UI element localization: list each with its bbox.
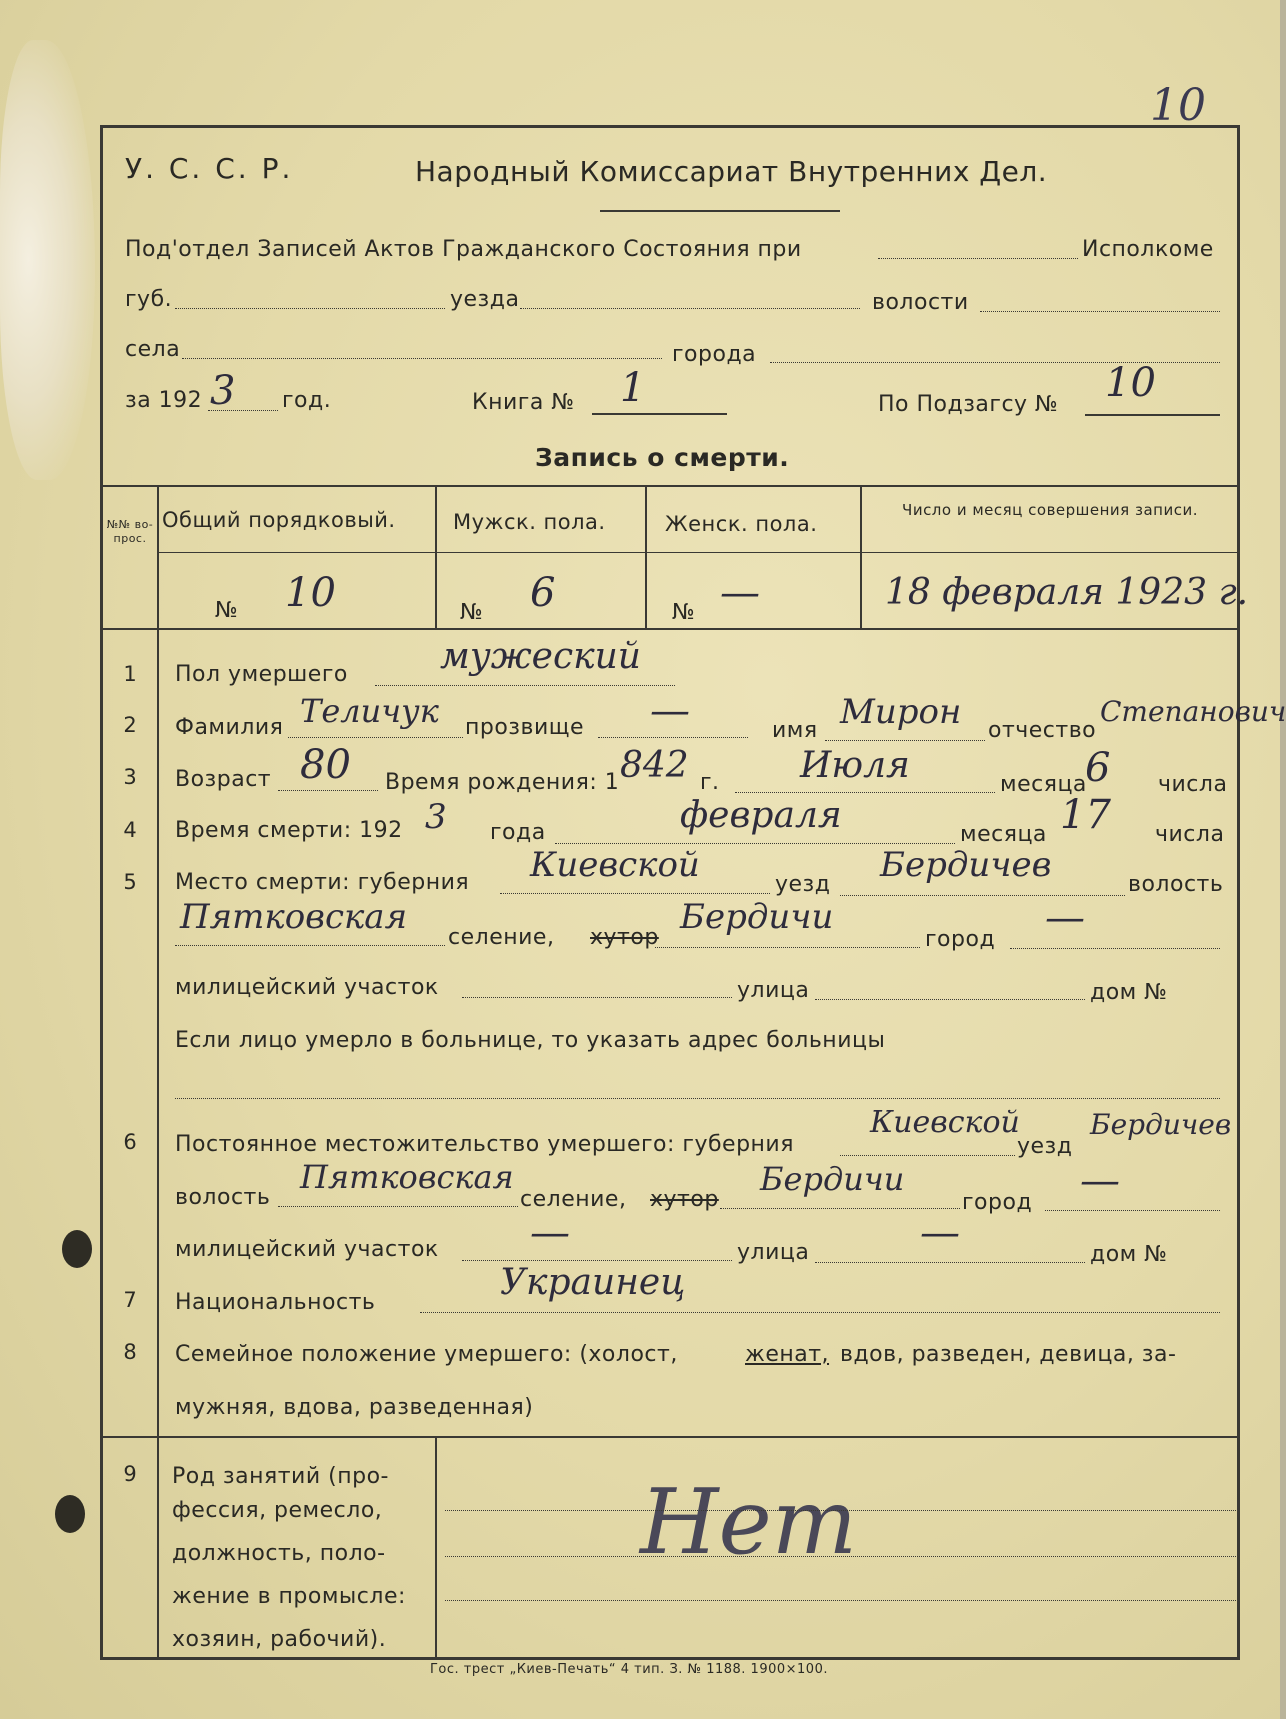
book-label: Книга №: [472, 390, 575, 415]
male-no-sign: №: [460, 600, 484, 625]
birth-month-line: [735, 792, 995, 793]
residence-uezd-value: Бердичев: [1090, 1108, 1232, 1141]
residence-village-value: Бердичи: [760, 1160, 905, 1198]
place-volost-label: волость: [1128, 872, 1224, 897]
general-header: Общий порядковый.: [162, 508, 396, 532]
place-village-value: Бердичи: [680, 897, 834, 937]
record-date-value: 18 февраля 1923 г.: [885, 572, 1249, 613]
place-city-value: —: [1045, 895, 1085, 941]
death-label: Время смерти: 192: [175, 818, 403, 843]
surname-value: Теличук: [300, 692, 439, 730]
death-year-label: года: [490, 820, 546, 845]
family-options-line2: мужняя, вдова, разведенная): [175, 1395, 534, 1420]
hospital-label: Если лицо умерло в больнице, то указать адрес больницы: [175, 1028, 886, 1053]
occupation-line-1: Род занятий (про-: [172, 1464, 389, 1489]
item-number-7: 7: [123, 1288, 137, 1312]
name-line: [825, 740, 985, 741]
sex-value: мужеский: [440, 636, 641, 677]
form-title: Запись о смерти.: [535, 443, 790, 472]
death-month-line: [555, 843, 955, 844]
residence-militia-label: милицейский участок: [175, 1237, 439, 1262]
gorod-label: города: [672, 342, 757, 367]
sex-line: [375, 685, 675, 686]
place-village-line: [655, 947, 920, 948]
place-volost-value: Пятковская: [180, 897, 408, 937]
residence-volost-line: [278, 1206, 518, 1207]
question-number-header: №№ во- прос.: [106, 518, 154, 545]
street-line: [815, 999, 1085, 1000]
house-label: дом №: [1090, 980, 1168, 1005]
age-label: Возраст: [175, 767, 272, 792]
residence-gub-line: [840, 1155, 1015, 1156]
item-number-8: 8: [123, 1340, 137, 1364]
republic-label: У. С. С. Р.: [125, 152, 294, 185]
birth-year-value: 842: [620, 745, 689, 786]
item-number-3: 3: [123, 765, 137, 789]
residence-village-label: селение,: [520, 1187, 627, 1212]
subregister-value: 10: [1105, 360, 1156, 406]
khutor-label: хутор: [590, 925, 659, 950]
table-col-rule-1: [435, 485, 437, 628]
table-header-rule: [157, 552, 1240, 553]
residence-street-value: —: [920, 1210, 960, 1256]
male-no-value: 6: [530, 570, 556, 616]
year-line: [208, 410, 278, 411]
occupation-line-a: [445, 1510, 1240, 1511]
birth-month-label: месяца: [1000, 772, 1087, 797]
item-number-2: 2: [123, 713, 137, 737]
residence-village-line: [720, 1208, 960, 1209]
residence-volost-label: волость: [175, 1185, 271, 1210]
nickname-value: —: [650, 688, 690, 734]
commissariat-title: Народный Комиссариат Внутренних Дел.: [415, 155, 1048, 188]
printer-footer: Гос. трест „Киев-Печать“ 4 тип. З. № 1188. 1900×100.: [430, 1662, 828, 1677]
gub-line: [175, 308, 445, 309]
nickname-label: прозвище: [465, 715, 585, 740]
place-uezd-label: уезд: [775, 872, 831, 897]
family-married-value: женат,: [745, 1342, 830, 1367]
female-header: Женск. пола.: [665, 512, 818, 536]
surname-label: Фамилия: [175, 715, 284, 740]
birth-label: Время рождения: 1: [385, 770, 620, 795]
item-number-9: 9: [123, 1462, 137, 1486]
table-col-rule-2: [645, 485, 647, 628]
village-label: селение,: [448, 925, 555, 950]
occupation-divider: [435, 1436, 437, 1660]
occupation-line-c: [445, 1600, 1240, 1601]
female-no-value: —: [720, 570, 760, 616]
residence-city-line: [1045, 1210, 1220, 1211]
item-number-5: 5: [123, 870, 137, 894]
nationality-label: Национальность: [175, 1290, 376, 1315]
record-date-header: Число и месяц совершения записи.: [902, 501, 1198, 519]
book-value: 1: [620, 365, 646, 411]
table-col-rule-3: [860, 485, 862, 628]
office-line-label: Под'отдел Записей Актов Гражданского Состояния при: [125, 237, 802, 262]
occupation-line-5: хозяин, рабочий).: [172, 1627, 387, 1652]
table-bottom-rule: [103, 628, 1240, 630]
occupation-top-rule: [103, 1436, 1240, 1438]
nationality-line: [420, 1312, 1220, 1313]
sex-label: Пол умершего: [175, 662, 348, 687]
surname-line: [288, 737, 463, 738]
place-volost-line: [175, 945, 445, 946]
name-value: Мирон: [840, 692, 962, 732]
street-label: улица: [737, 978, 810, 1003]
family-options: вдов, разведен, девица, за-: [840, 1342, 1177, 1367]
page-number: 10: [1150, 80, 1206, 131]
residence-militia-value: —: [530, 1210, 570, 1256]
subregister-line: [1085, 414, 1220, 416]
residence-volost-value: Пятковская: [300, 1158, 514, 1196]
binder-hole-top: [62, 1230, 92, 1268]
occupation-value: Нет: [640, 1470, 858, 1575]
residence-label: Постоянное местожительство умершего: губерния: [175, 1132, 794, 1157]
header-underline: [600, 210, 840, 212]
age-line: [278, 790, 378, 791]
place-city-label: город: [925, 927, 996, 952]
ispolkom-label: Исполкоме: [1082, 237, 1214, 262]
patronymic-label: отчество: [988, 718, 1097, 743]
occupation-line-3: должность, поло-: [172, 1541, 386, 1566]
death-month-label: месяца: [960, 822, 1047, 847]
residence-militia-line: [462, 1260, 732, 1261]
family-label: Семейное положение умершего: (холост,: [175, 1342, 678, 1367]
uezd-label: уезда: [450, 287, 520, 312]
name-label: имя: [772, 718, 818, 743]
residence-uezd-label: уезд: [1017, 1134, 1073, 1159]
residence-house-label: дом №: [1090, 1242, 1168, 1267]
birth-month-value: Июля: [800, 745, 910, 786]
year-suffix: год.: [282, 388, 332, 413]
numbers-column-rule: [157, 485, 159, 1660]
nationality-value: Украинец: [500, 1262, 686, 1303]
year-prefix: за 192: [125, 388, 203, 413]
nickname-line: [598, 737, 748, 738]
place-uezd-value: Бердичев: [880, 845, 1052, 885]
birth-year-suffix: г.: [700, 770, 720, 795]
death-month-value: февраля: [680, 795, 842, 836]
birth-day-label: числа: [1158, 772, 1228, 797]
place-label: Место смерти: губерния: [175, 870, 470, 895]
occupation-line-2: фессия, ремесло,: [172, 1498, 383, 1523]
selo-label: села: [125, 337, 181, 362]
place-gub-line: [500, 893, 770, 894]
death-day-value: 17: [1060, 792, 1111, 838]
male-header: Мужск. пола.: [453, 510, 606, 534]
general-no-value: 10: [285, 570, 336, 616]
residence-khutor-label: хутор: [650, 1187, 719, 1212]
volost-line: [980, 311, 1220, 312]
militia-line: [462, 997, 732, 998]
volost-label: волости: [872, 290, 969, 315]
subregister-label: По Подзагсу №: [878, 392, 1059, 417]
residence-street-label: улица: [737, 1240, 810, 1265]
binder-hole-bottom: [55, 1495, 85, 1533]
office-dots: [878, 258, 1078, 259]
residence-street-line: [815, 1262, 1085, 1263]
item-number-1: 1: [123, 662, 137, 686]
patronymic-value: Степанович: [1100, 695, 1286, 728]
birth-day-value: 6: [1085, 745, 1111, 791]
death-year-digit: 3: [425, 797, 447, 837]
hospital-line: [175, 1098, 1220, 1099]
book-line: [592, 413, 727, 415]
residence-gub-value: Киевской: [870, 1105, 1020, 1140]
residence-city-value: —: [1080, 1158, 1120, 1204]
place-city-line: [1010, 948, 1220, 949]
uezd-line: [520, 308, 860, 309]
year-digit: 3: [210, 368, 236, 414]
death-day-label: числа: [1155, 822, 1225, 847]
selo-line: [182, 358, 662, 359]
table-top-rule: [103, 485, 1240, 487]
general-no-sign: №: [215, 598, 239, 623]
residence-city-label: город: [962, 1190, 1033, 1215]
gub-label: губ.: [125, 287, 173, 312]
militia-label: милицейский участок: [175, 975, 439, 1000]
occupation-line-4: жение в промысле:: [172, 1584, 406, 1609]
place-gub-value: Киевской: [530, 845, 700, 885]
female-no-sign: №: [672, 600, 696, 625]
item-number-4: 4: [123, 818, 137, 842]
age-value: 80: [300, 742, 351, 788]
item-number-6: 6: [123, 1130, 137, 1154]
occupation-line-b: [445, 1556, 1240, 1557]
